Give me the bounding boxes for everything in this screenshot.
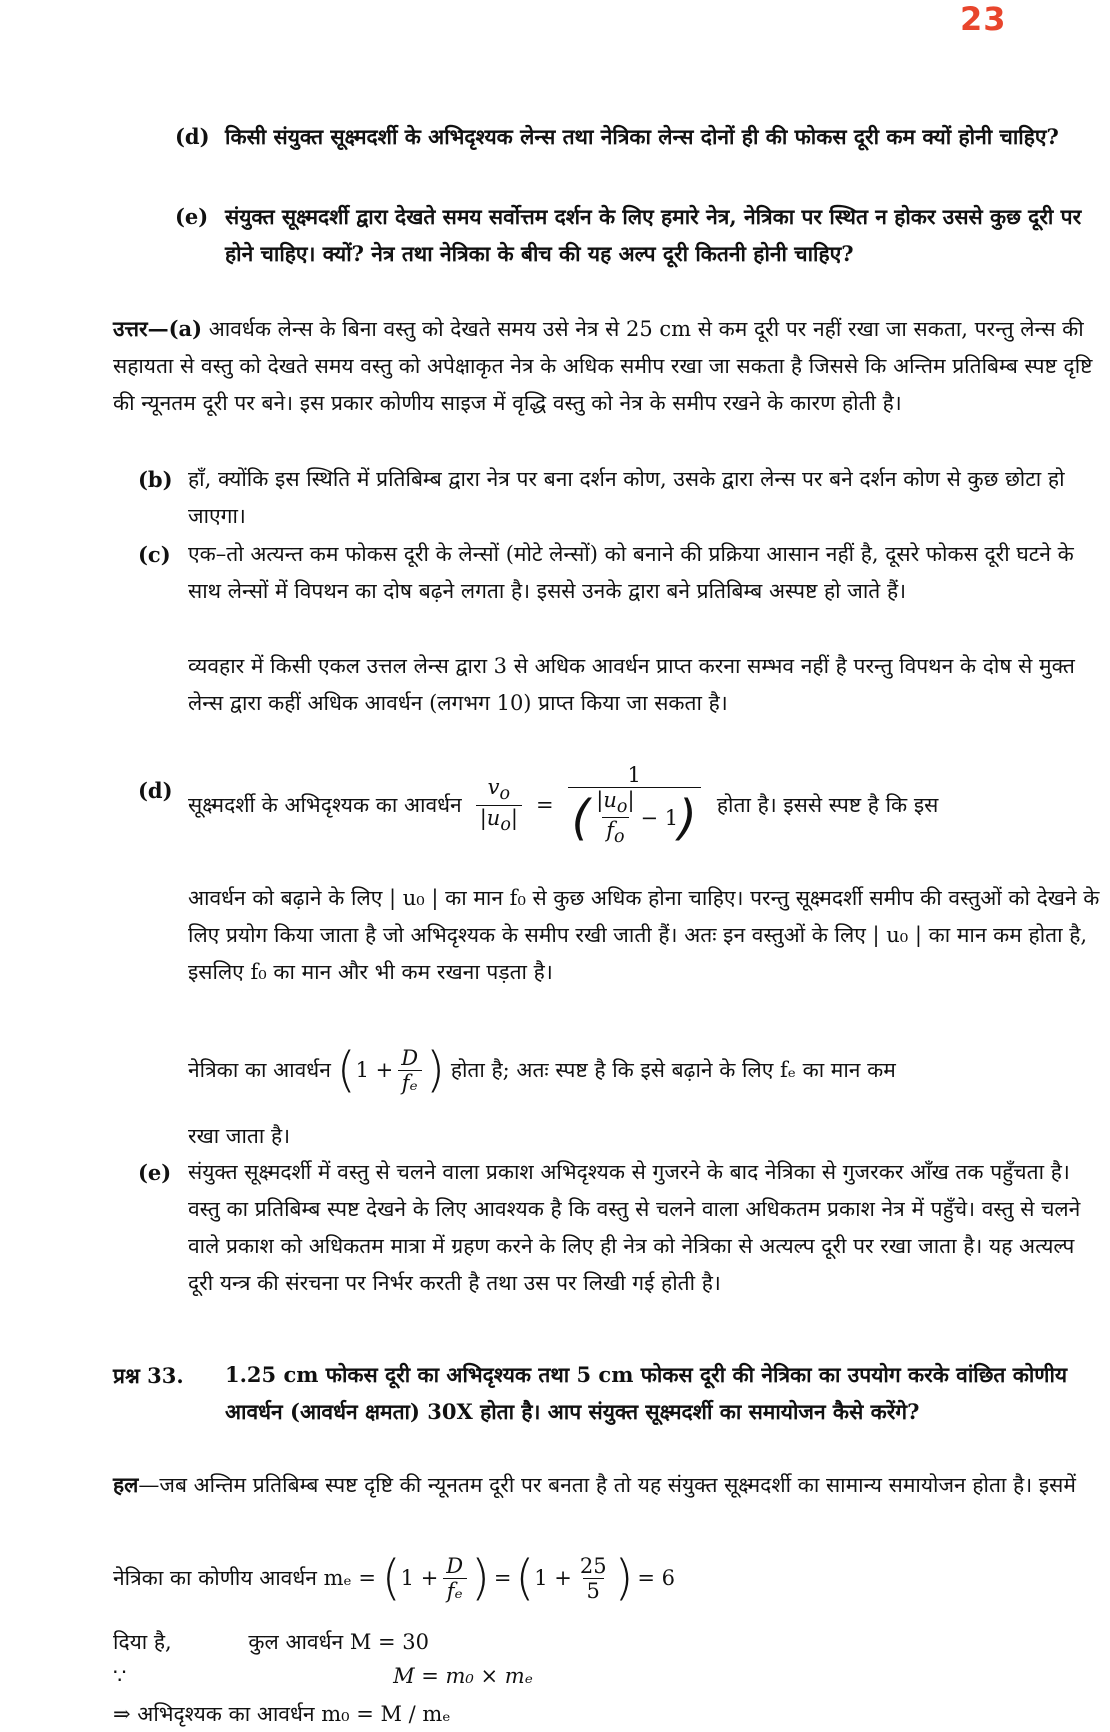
answer-b-text: हाँ, क्योंकि इस स्थिति में प्रतिबिम्ब द्वारा नेत्र पर बना दर्शन कोण, उसके द्वारा लेन्स पर बने दर्शन कोण से कुछ छोटा हो जाएगा। (188, 467, 1065, 528)
eyepiece-end: रखा जाता है। (188, 1124, 291, 1148)
eq1-result: = 6 (637, 1566, 675, 1590)
rhs-numerator: 1 (627, 762, 641, 787)
solution-eq-1: नेत्रिका का कोणीय आवर्धन mₑ = ( 1 + $\frac{D}{\text{fₑ}}$ ) = ( 1 + $\frac{25}{5}$ ) = 6 (113, 1550, 675, 1606)
given-label: दिया है, (113, 1630, 172, 1654)
since-equation: M = m₀ × mₑ (393, 1664, 533, 1688)
eyepiece-fraction: $\frac{D}{\text{fₑ}}$ (397, 1046, 422, 1095)
question-e-label: (e) (175, 204, 209, 229)
implies-row: ⇒ अभिदृश्यक का आवर्धन m₀ = M / mₑ (113, 1702, 451, 1726)
eyepiece-after: होता है; अतः स्पष्ट है कि इसे बढ़ाने के लिए fₑ का मान कम (450, 1058, 896, 1082)
fraction-numerator: $v_o$ (487, 775, 511, 805)
eyepiece-magnification-row: नेत्रिका का आवर्धन ( 1 + $\frac{D}{\text{fₑ}}$ ) होता है; अतः स्पष्ट है कि इसे बढ़ाने के लिए fₑ का मान कम (188, 1042, 896, 1098)
objective-magnification-fraction (476, 775, 522, 834)
given-text: कुल आवर्धन M = 30 (248, 1630, 430, 1654)
question-33-text: 1.25 cm फोकस दूरी का अभिदृश्यक तथा 5 cm फोकस दूरी की नेत्रिका का उपयोग करके वांछित कोणीय आवर्धन (आवर्धन क्षमता) 30X होता है। आप संयुक्त सूक्ष्मदर्शी का समायोजन कैसे करेंगे? (225, 1362, 1068, 1424)
question-d-text: किसी संयुक्त सूक्ष्मदर्शी के अभिदृश्यक लेन्स तथा नेत्रिका लेन्स दोनों ही की फोकस दूरी कम क्यों होनी चाहिए? (225, 124, 1059, 149)
answer-d-after: होता है। इससे स्पष्ट है कि इस (716, 793, 939, 817)
answer-d-label: (d) (138, 778, 173, 803)
eyepiece-intro: नेत्रिका का आवर्धन (188, 1058, 331, 1082)
answer-c-text-2: व्यवहार में किसी एकल उत्तल लेन्स द्वारा 3 से अधिक आवर्धन प्राप्त करना सम्भव नहीं है परन्तु विपथन के दोष से मुक्त लेन्स द्वारा कहीं अधिक आवर्धन (लगभग 10) प्राप्त किया जा सकता है। (188, 654, 1075, 715)
eq1-fraction-a: $\frac{D}{\text{fₑ}}$ (442, 1554, 467, 1603)
given-row (113, 1628, 429, 1656)
solution-intro (113, 1466, 1103, 1504)
answer-d-text-2: आवर्धन को बढ़ाने के लिए | u₀ | का मान f₀ से कुछ अधिक होना चाहिए। परन्तु सूक्ष्मदर्शी समीप की वस्तुओं को देखने के लिए प्रयोग किया जाता है जो अभिदृश्यक के समीप रखी जाती हैं। अतः इन वस्तुओं के लिए | u₀ | का मान कम होता है, इसलिए f₀ का मान और भी कम रखना पड़ता है। (188, 886, 1100, 984)
objective-magnification-rhs (568, 763, 701, 847)
since-row (113, 1664, 533, 1688)
answer-a (113, 310, 1103, 422)
answer-d-intro: सूक्ष्मदर्शी के अभिदृश्यक का आवर्धन (188, 793, 462, 817)
answer-e-label: (e) (138, 1160, 172, 1185)
answer-a-text: आवर्धक लेन्स के बिना वस्तु को देखते समय उसे नेत्र से 25 cm से कम दूरी पर नहीं रखा जा सकता, परन्तु लेन्स की सहायता से वस्तु को देखते समय वस्तु को अपेक्षाकृत नेत्र के अधिक समीप रखा जा सकता है जिससे कि अन्तिम प्रतिबिम्ब स्पष्ट दृष्टि की न्यूनतम दूरी पर बने। इस प्रकार कोणीय साइज में वृद्धि वस्तु को नेत्र के समीप रखने के कारण होती है। (113, 317, 1093, 415)
answer-b-label: (b) (138, 467, 173, 492)
eq1-fraction-b: $\frac{25}{5}$ (579, 1553, 607, 1603)
answer-c-label: (c) (138, 542, 171, 567)
solution-intro-text: —जब अन्तिम प्रतिबिम्ब स्पष्ट दृष्टि की न्यूनतम दूरी पर बनता है तो यह संयुक्त सूक्ष्मदर्शी का सामान्य समायोजन होता है। इसमें (138, 1473, 1076, 1497)
rhs-denominator: ( $\frac{|u_o|}{f_o}$ − 1 ) (568, 787, 701, 847)
eyepiece-one: 1 + (355, 1058, 394, 1082)
solution-label: हल (113, 1472, 139, 1497)
page-number: 23 (960, 0, 1007, 38)
eq1-lhs: नेत्रिका का कोणीय आवर्धन mₑ = (113, 1566, 376, 1590)
question-e-text: संयुक्त सूक्ष्मदर्शी द्वारा देखते समय सर्वोत्तम दर्शन के लिए हमारे नेत्र, नेत्रिका पर स्थित न होकर उससे कुछ दूरी पर होने चाहिए। क्यों? नेत्र तथा नेत्रिका के बीच की यह अल्प दूरी कितनी होनी चाहिए? (225, 204, 1082, 266)
answer-e-text: संयुक्त सूक्ष्मदर्शी में वस्तु से चलने वाला प्रकाश अभिदृश्यक से गुजरने के बाद नेत्रिका से गुजरकर आँख तक पहुँचता है। वस्तु का प्रतिबिम्ब स्पष्ट देखने के लिए आवश्यक है कि वस्तु से चलने वाला अधिकतम प्रकाश नेत्र में पहुँचे। वस्तु से चलने वाले प्रकाश को अधिकतम मात्रा में ग्रहण करने के लिए ही नेत्र को नेत्रिका से अत्यल्प दूरी पर रखा जाता है। यह अत्यल्प दूरी यन्त्र की संरचना पर निर्भर करती है तथा उस पर लिखी गई होती है। (188, 1160, 1081, 1295)
answer-c-text-1: एक–तो अत्यन्त कम फोकस दूरी के लेन्सों (मोटे लेन्सों) को बनाने की प्रक्रिया आसान नहीं है, दूसरे फोकस दूरी घटने के साथ लेन्सों में विपथन का दोष बढ़ने लगता है। इससे उनके द्वारा बने प्रतिबिम्ब अस्पष्ट हो जाते हैं। (188, 542, 1074, 603)
question-d-label: (d) (175, 124, 210, 149)
question-33-label: प्रश्न 33. (113, 1363, 184, 1388)
fraction-denominator: $|u_o|$ (476, 805, 522, 835)
answer-d-formula-row: सूक्ष्मदर्शी के अभिदृश्यक का आवर्धन $\frac{v_o}{|u_o|}$ = 1 ( $\frac{|u_o|}{f_o}$ − 1 ) होता है। इससे स्पष्ट है कि इस (188, 762, 939, 848)
since-symbol: ∵ (113, 1664, 127, 1688)
answer-a-label: उत्तर—(a) (113, 316, 203, 341)
